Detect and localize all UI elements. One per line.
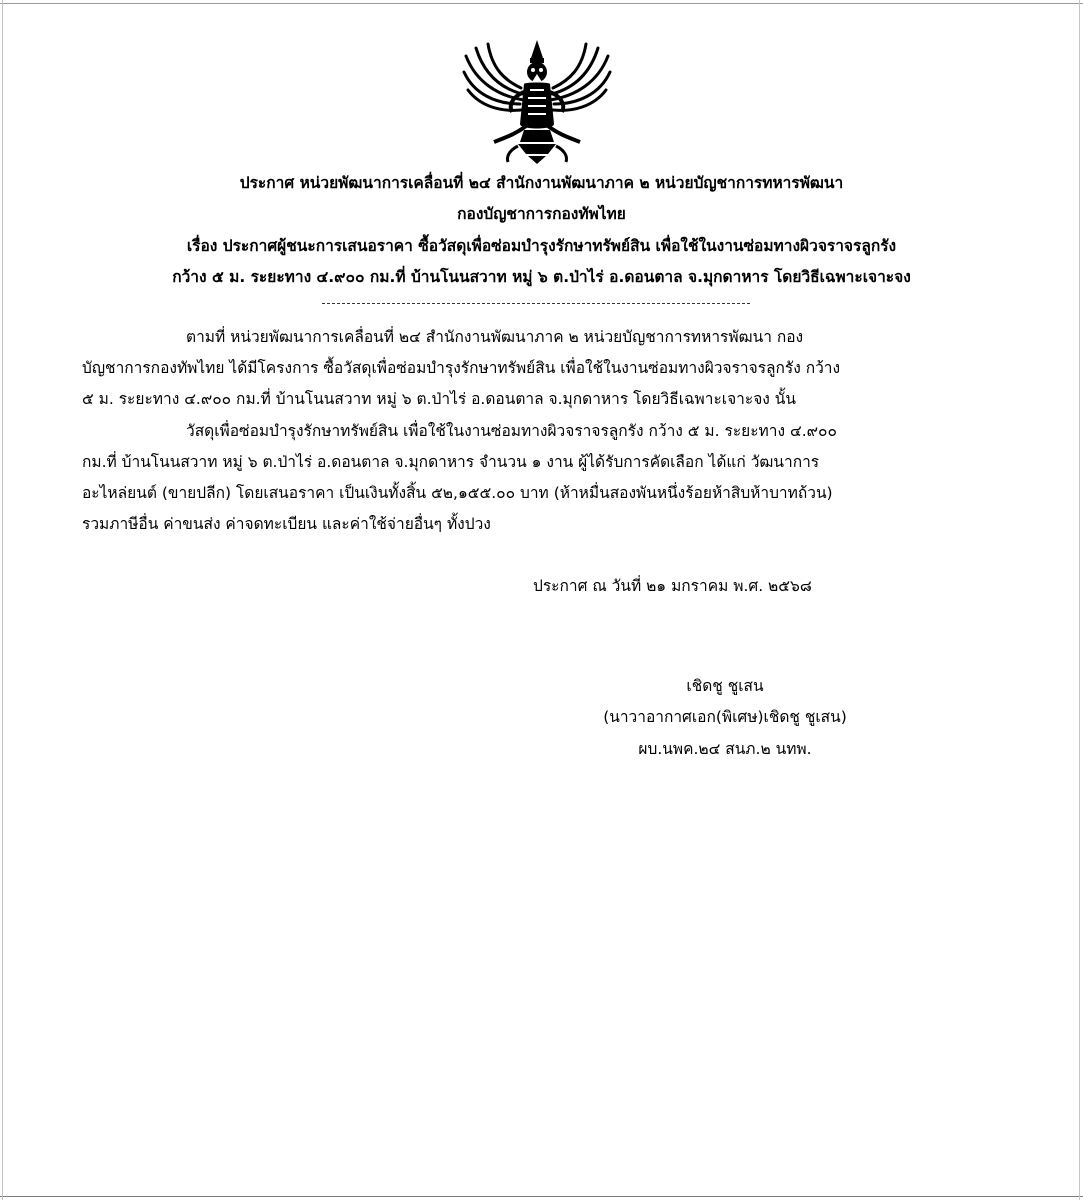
body-paragraph-2-line-3: อะไหล่ยนต์ (ขายปลีก) โดยเสนอราคา เป็นเงินทั้งสิ้น ๕๒,๑๕๕.๐๐ บาท (ห้าหมื่นสองพันหนึ่งร้อยห้าสิบห้าบาทถ้วน) [82, 484, 833, 502]
body-paragraph-2-line-4: รวมภาษีอื่น ค่าขนส่ง ค่าจดทะเบียน และค่าใช้จ่ายอื่นๆ ทั้งปวง [82, 515, 491, 533]
page-edge-bottom [0, 1196, 1083, 1197]
body-paragraph-2-line-1: วัสดุเพื่อซ่อมบำรุงรักษาทรัพย์สิน เพื่อใช้ในงานซ่อมทางผิวจราจรลูกรัง กว้าง ๕ ม. ระยะทาง ๔.๙๐๐ [186, 422, 837, 440]
body-paragraph-1-line-2: บัญชาการกองทัพไทย ได้มีโครงการ ซื้อวัสดุเพื่อซ่อมบำรุงรักษาทรัพย์สิน เพื่อใช้ในงานซ่อมทางผิวจราจรลูกรัง กว้าง [82, 359, 841, 377]
heading-line-2: กองบัญชาการกองทัพไทย [457, 205, 626, 223]
page-edge-top [0, 3, 1083, 4]
signature-name: เชิดชู ชูเสน [686, 677, 764, 695]
separator-rule [322, 303, 750, 304]
signature-full-title: (นาวาอากาศเอก(พิเศษ)เชิดชู ชูเสน) [603, 708, 847, 726]
body-paragraph-1-line-3: ๕ ม. ระยะทาง ๔.๙๐๐ กม.ที่ บ้านโนนสวาท หมู่ ๖ ต.ป่าไร่ อ.ดอนตาล จ.มุกดาหาร โดยวิธีเฉพาะเจาะจง นั้น [82, 390, 796, 408]
body-paragraph-2-line-2: กม.ที่ บ้านโนนสวาท หมู่ ๖ ต.ป่าไร่ อ.ดอนตาล จ.มุกดาหาร จำนวน ๑ งาน ผู้ได้รับการคัดเลือก ได้แก่ วัฒนาการ [82, 453, 820, 471]
heading-subject-line-2: กว้าง ๕ ม. ระยะทาง ๔.๙๐๐ กม.ที่ บ้านโนนสวาท หมู่ ๖ ต.ป่าไร่ อ.ดอนตาล จ.มุกดาหาร โดยวิธีเฉพาะเจาะจง [172, 268, 911, 286]
signature-position: ผบ.นพค.๒๔ สนภ.๒ นทพ. [638, 740, 812, 758]
body-paragraph-1-line-1: ตามที่ หน่วยพัฒนาการเคลื่อนที่ ๒๔ สำนักงานพัฒนาภาค ๒ หน่วยบัญชาการทหารพัฒนา กอง [186, 328, 804, 346]
heading-subject-line: เรื่อง ประกาศผู้ชนะการเสนอราคา ซื้อวัสดุเพื่อซ่อมบำรุงรักษาทรัพย์สิน เพื่อใช้ในงานซ่อมทางผิวจราจรลูกรัง [186, 237, 897, 255]
announcement-date: ประกาศ ณ วันที่ ๒๑ มกราคม พ.ศ. ๒๕๖๘ [533, 577, 812, 595]
heading-line-1: ประกาศ หน่วยพัฒนาการเคลื่อนที่ ๒๔ สำนักงานพัฒนาภาค ๒ หน่วยบัญชาการทหารพัฒนา [239, 174, 844, 192]
garuda-emblem-icon [458, 38, 616, 166]
